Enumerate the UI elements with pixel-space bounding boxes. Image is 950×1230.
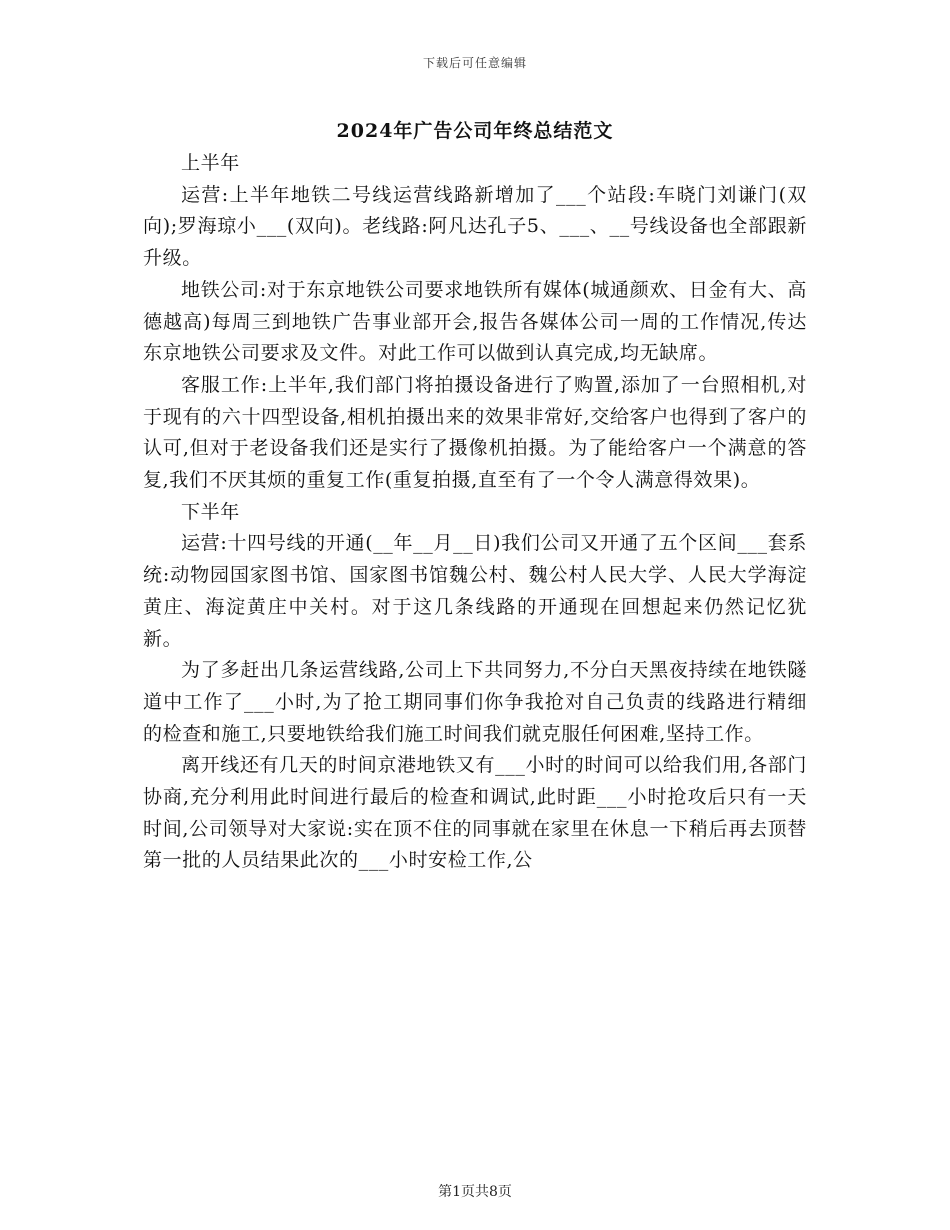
section-heading-second-half: 下半年 — [181, 500, 240, 523]
page-number: 第1页共8页 — [438, 1184, 512, 1200]
paragraph-final-check: 离开线还有几天的时间京港地铁又有___小时的时间可以给我们用,各部门协商,充分利用此时间进行最后的检查和调试,此时距___小时抢攻后只有一天时间,公司领导对大家说:实在顶不住的同事就在家里在休息一下稍后再去顶替第一批的人员结果此次的___小时安检工作,公 — [143, 754, 807, 872]
paragraph-customer-service: 客服工作:上半年,我们部门将拍摄设备进行了购置,添加了一台照相机,对于现有的六十四型设备,相机拍摄出来的效果非常好,交给客户也得到了客户的认可,但对于老设备我们还是实行了摄像机拍摄。为了能给客户一个满意的答复,我们不厌其烦的重复工作(重复拍摄,直至有了一个令人满意得效果)。 — [143, 373, 807, 492]
header-note: 下载后可任意编辑 — [422, 56, 527, 70]
document-title: 2024年广告公司年终总结范文 — [336, 120, 614, 142]
paragraph-effort: 为了多赶出几条运营线路,公司上下共同努力,不分白天黑夜持续在地铁隧道中工作了___小时,为了抢工期同事们你争我抢对自己负责的线路进行精细的检查和施工,只要地铁给我们施工时间我们就克服任何困难,坚持工作。 — [143, 659, 807, 745]
paragraph-operations-h2: 运营:十四号线的开通(__年__月__日)我们公司又开通了五个区间___套系统:动物园国家图书馆、国家图书馆魏公村、魏公村人民大学、人民大学海淀黄庄、海淀黄庄中关村。对于这几条线路的开通现在回想起来仍然记忆犹新。 — [143, 532, 807, 650]
paragraph-metro-company: 地铁公司:对于东京地铁公司要求地铁所有媒体(城通颜欢、日金有大、高德越高)每周三到地铁广告事业部开会,报告各媒体公司一周的工作情况,传达东京地铁公司要求及文件。对此工作可以做到认真完成,均无缺席。 — [143, 278, 807, 365]
paragraph-operations-h1: 运营:上半年地铁二号线运营线路新增加了___个站段:车晓门刘谦门(双向);罗海琼小___(双向)。老线路:阿凡达孔子5、___、__号线设备也全部跟新升级。 — [143, 183, 807, 270]
section-heading-first-half: 上半年 — [181, 152, 240, 174]
document-body — [143, 148, 807, 877]
